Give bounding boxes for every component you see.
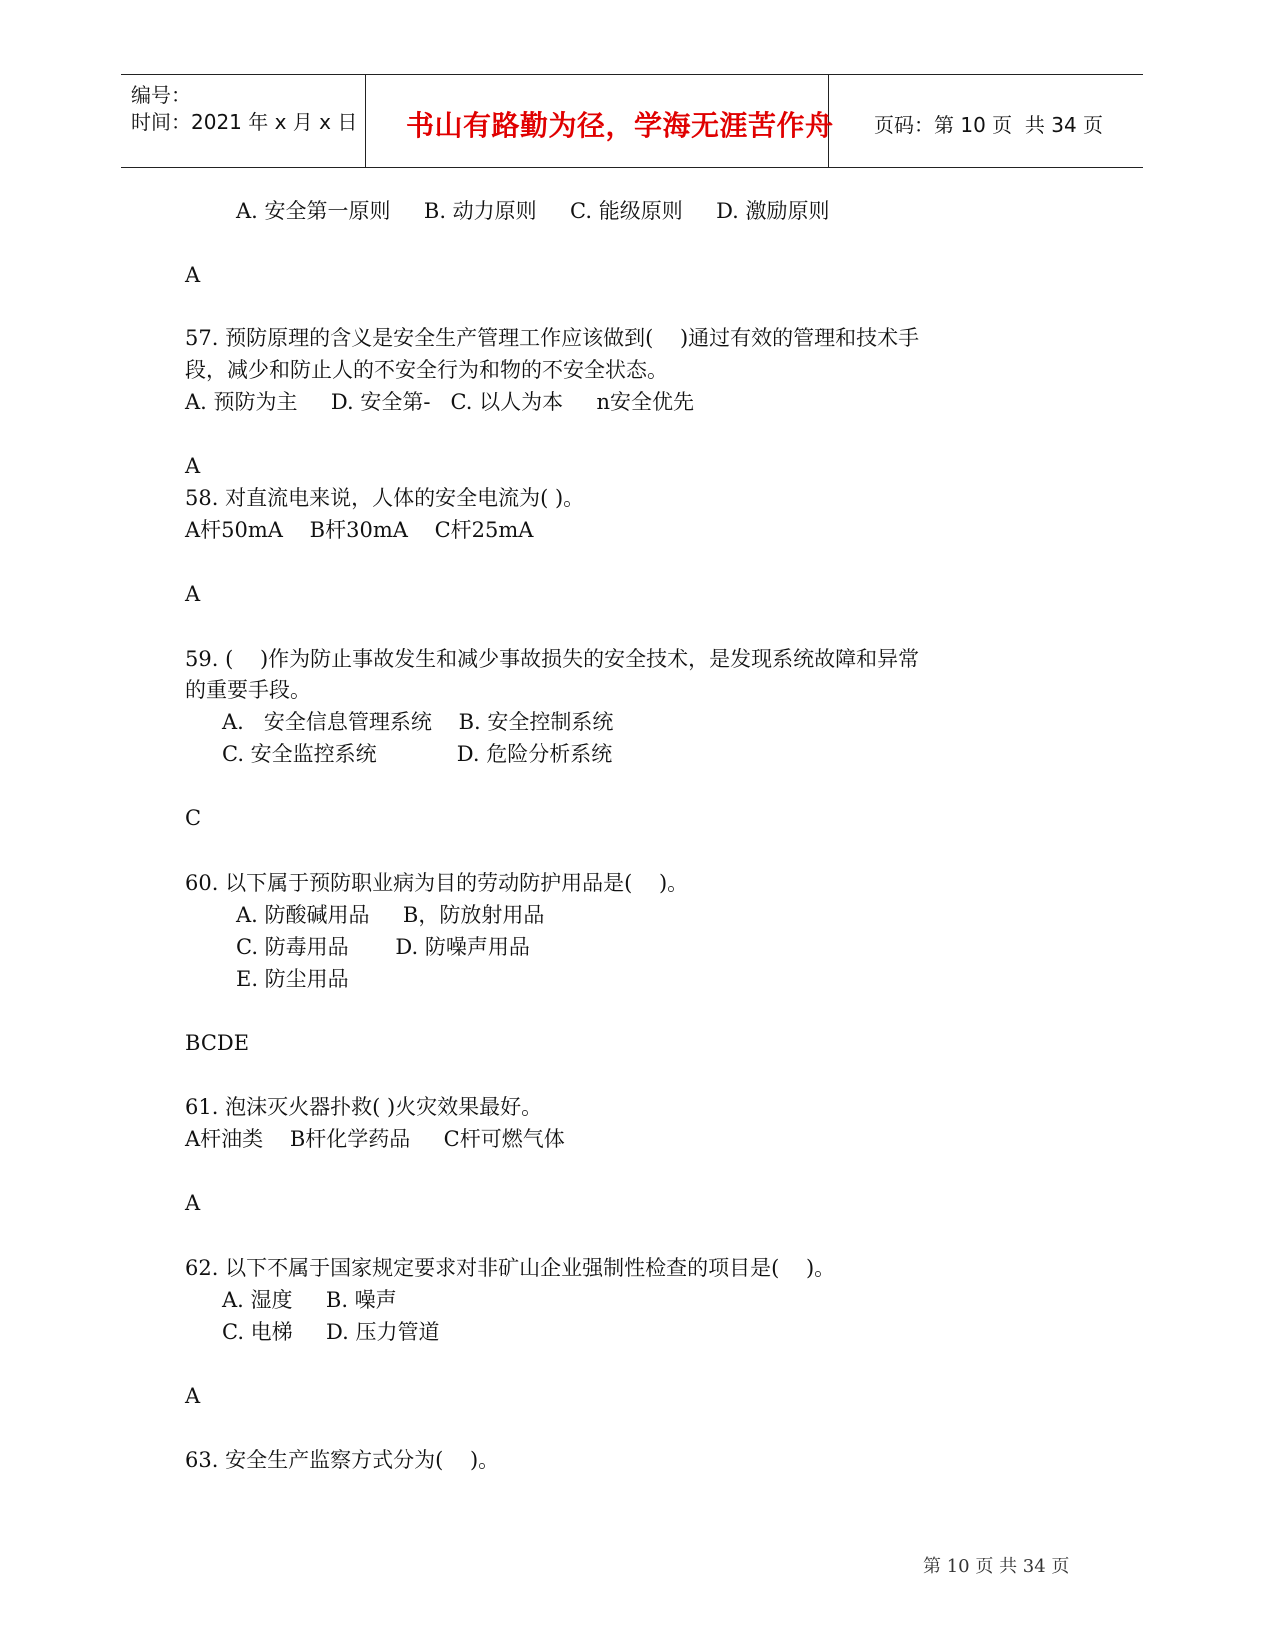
q56-options: A. 安全第一原则 B. 动力原则 C. 能级原则 D. 激励原则 [236, 199, 830, 223]
q58-text: 58. 对直流电来说，人体的安全电流为( )。 [185, 486, 585, 510]
q57-text: 57. 预防原理的含义是安全生产管理工作应该做到( )通过有效的管理和技术手 [185, 326, 920, 350]
q59-options-row: C. 安全监控系统 D. 危险分析系统 [222, 742, 613, 766]
q62-options-row: C. 电梯 D. 压力管道 [222, 1320, 440, 1344]
header-page-info: 页码：第 10 页 共 34 页 [874, 113, 1104, 137]
serial-label: 编号： [131, 83, 191, 107]
q58-options: A杆50mA B杆30mA C杆25mA [185, 518, 534, 542]
q56-answer: A [185, 263, 201, 287]
q58-answer: A [185, 582, 201, 606]
q62-text: 62. 以下不属于国家规定要求对非矿山企业强制性检查的项目是( )。 [185, 1256, 836, 1280]
q60-answer: BCDE [185, 1031, 250, 1055]
q60-text: 60. 以下属于预防职业病为目的劳动防护用品是( )。 [185, 871, 689, 895]
header-divider [365, 75, 366, 167]
footer-page-info: 第 10 页 共 34 页 [923, 1556, 1070, 1577]
q60-options-row: C. 防毒用品 D. 防噪声用品 [236, 935, 530, 959]
q61-answer: A [185, 1191, 201, 1215]
q59-answer: C [185, 806, 202, 830]
q59-text-cont: 的重要手段。 [185, 678, 311, 702]
q60-options-row: A. 防酸碱用品 B，防放射用品 [236, 903, 545, 927]
q62-answer: A [185, 1384, 201, 1408]
q59-text: 59. ( )作为防止事故发生和减少事故损失的安全技术，是发现系统故障和异常 [185, 647, 920, 671]
q57-text-cont: 段，减少和防止人的不安全行为和物的不安全状态。 [185, 358, 668, 382]
q61-text: 61. 泡沫灭火器扑救( )火灾效果最好。 [185, 1095, 543, 1119]
motto: 书山有路勤为径，学海无涯苦作舟 [406, 109, 834, 142]
date-label: 时间：2021 年 x 月 x 日 [131, 110, 358, 134]
q57-answer: A [185, 454, 201, 478]
q60-options-row: E. 防尘用品 [236, 967, 349, 991]
q63-text: 63. 安全生产监察方式分为( )。 [185, 1448, 500, 1472]
q59-options-row: A. 安全信息管理系统 B. 安全控制系统 [222, 710, 614, 734]
q57-options: A. 预防为主 D. 安全第- C. 以人为本 n安全优先 [185, 390, 695, 414]
q61-options: A杆油类 B杆化学药品 C杆可燃气体 [185, 1127, 565, 1151]
q62-options-row: A. 湿度 B. 噪声 [222, 1288, 397, 1312]
